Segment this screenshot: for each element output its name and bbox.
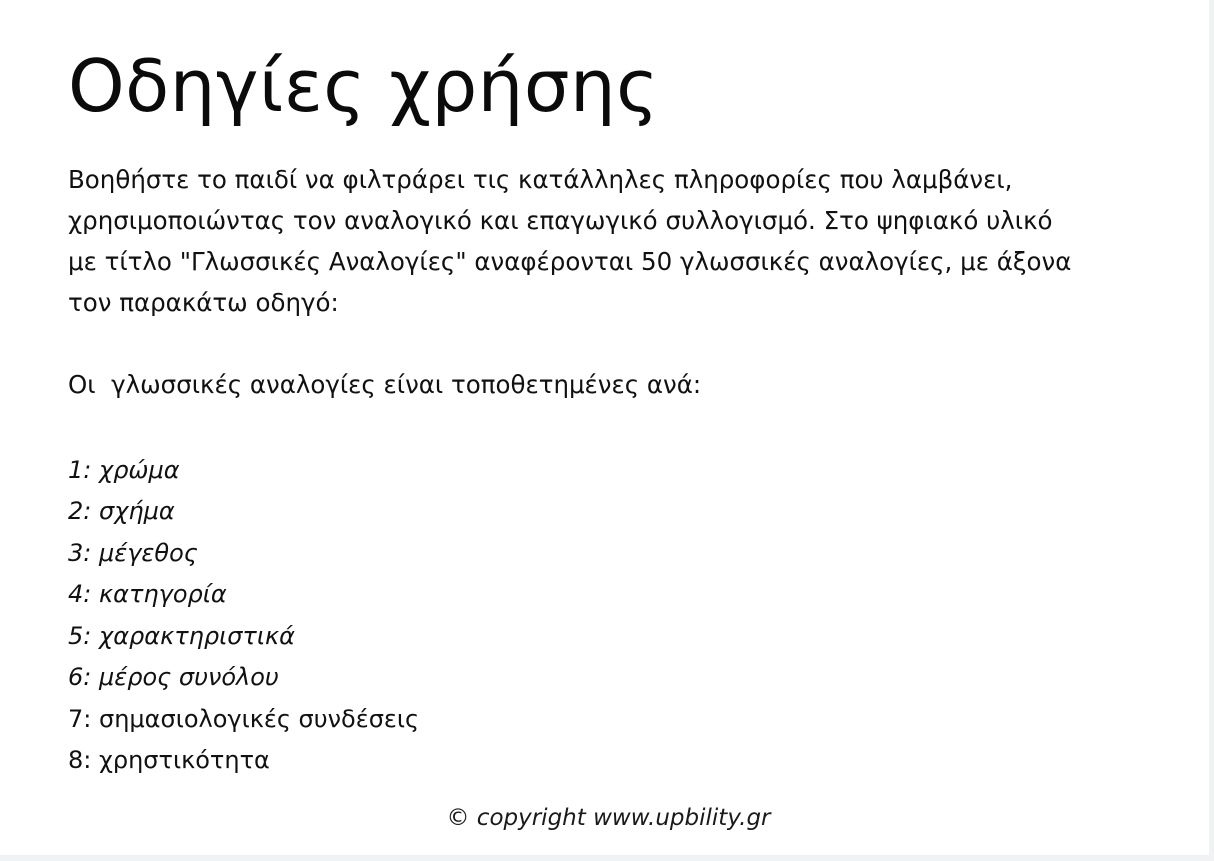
list-item: 8: χρηστικότητα <box>68 746 270 775</box>
digital-material-title: "Γλωσσικές Αναλογίες" <box>179 246 467 276</box>
list-item: 2: σχήμα <box>68 497 175 526</box>
intro-paragraph <box>68 159 1078 323</box>
list-item: 4: κατηγορία <box>68 580 227 609</box>
list-item: 1: χρώμα <box>68 455 180 484</box>
page-edge-right <box>1209 0 1214 861</box>
intro-text-before-quote: Βοηθήστε το παιδί να φιλτράρει τις κατάλληλες πληροφορίες που λαμβάνει, χρησιμοποιώντας τον αναλογικό και επαγωγικό συλλογισμό. Στο ψηφιακό υλικό με τίτλο <box>68 164 1061 276</box>
page-title: Οδηγίες χρήσης <box>68 44 659 128</box>
list-item: 7: σημασιολογικές συνδέσεις <box>68 704 420 733</box>
list-lead-in-text: Οι γλωσσικές αναλογίες είναι τοποθετημένες ανά: <box>68 369 702 399</box>
list-item: 5: χαρακτηριστικά <box>68 621 295 650</box>
guide-criteria-list <box>68 450 1149 782</box>
page-edge-bottom <box>0 855 1214 861</box>
copyright-footer: © copyright www.upbility.gr <box>446 805 771 831</box>
list-item: 3: μέγεθος <box>68 538 198 567</box>
list-item: 6: μέρος συνόλου <box>68 663 279 692</box>
intro-text-after-quote: αναφέρονται 50 γλωσσικές αναλογίες, με άξονα τον παρακάτω οδηγό: <box>68 246 1080 317</box>
